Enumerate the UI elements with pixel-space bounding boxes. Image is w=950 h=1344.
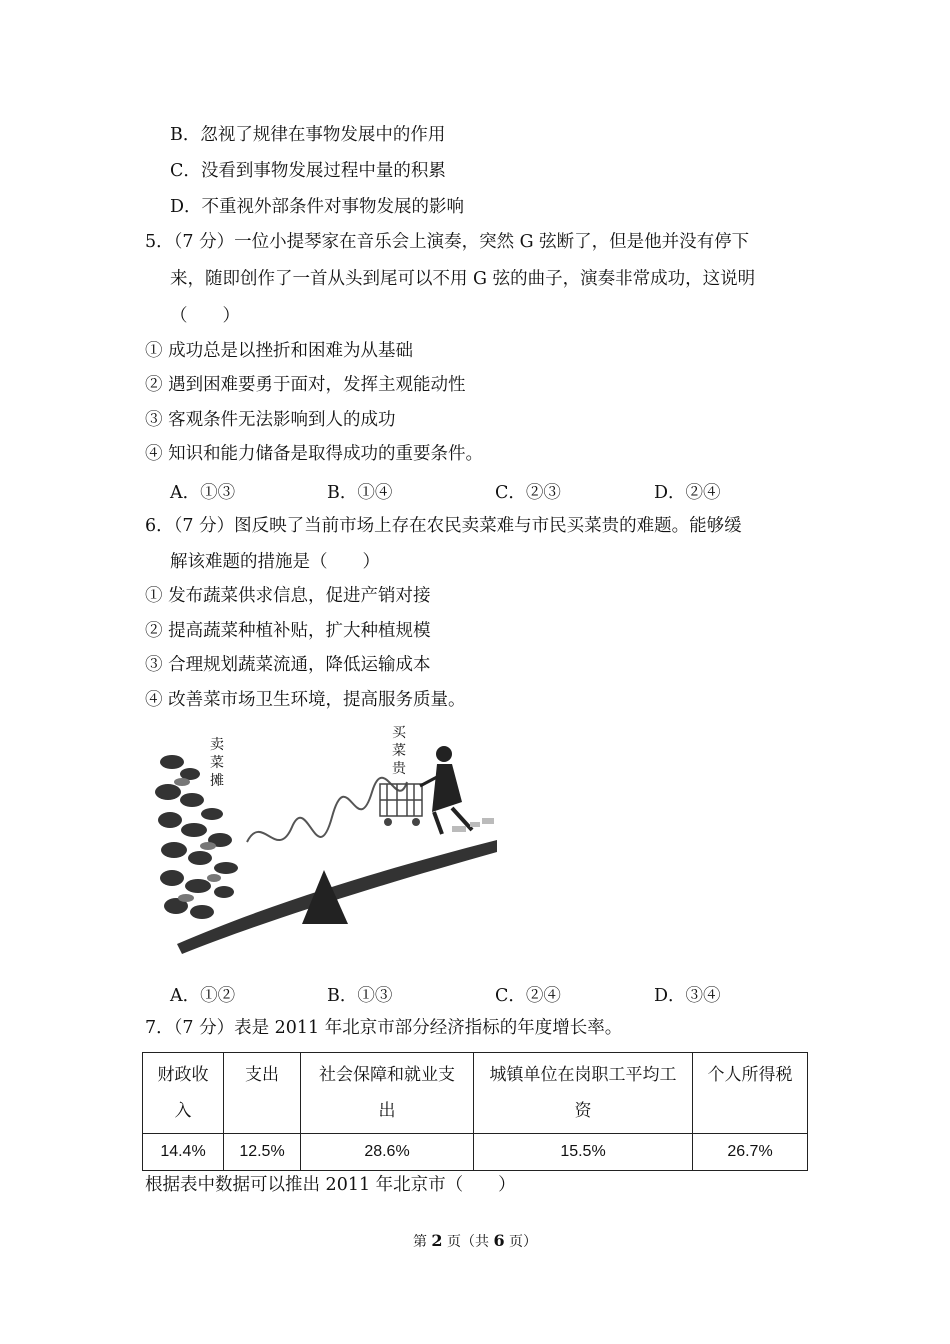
footer-page-number: 2 xyxy=(431,1231,443,1250)
table-header-cell xyxy=(474,1053,693,1134)
q4-option-c: C．没看到事物发展过程中量的积累 xyxy=(170,161,446,181)
table-cell: 15.5% xyxy=(474,1134,693,1171)
q5-choice-d: D．②④ xyxy=(654,483,721,503)
cartoon-right-label-char: 菜 xyxy=(392,743,406,759)
table-cell: 26.7% xyxy=(693,1134,808,1171)
cartoon-right-label-char: 买 xyxy=(392,725,406,741)
q5-choice-b: B．①④ xyxy=(327,483,393,503)
header-text: 入 xyxy=(174,1101,192,1121)
q5-stem-line2: 来，随即创作了一首从头到尾可以不用 G 弦的曲子，演奏非常成功，这说明 xyxy=(170,269,756,289)
q6-choice-b: B．①③ xyxy=(327,986,393,1006)
cartoon-right-label xyxy=(392,724,408,778)
footer-mid: 页（共 xyxy=(442,1234,494,1250)
q6-item-3: ③ 合理规划蔬菜流通，降低运输成本 xyxy=(145,655,431,675)
table-header-cell xyxy=(143,1053,224,1134)
table-cell: 12.5% xyxy=(224,1134,301,1171)
footer-prefix: 第 xyxy=(412,1234,432,1250)
q7-followup: 根据表中数据可以推出 2011 年北京市（ ） xyxy=(145,1175,516,1195)
q7-stem: 7．（7 分）表是 2011 年北京市部分经济指标的年度增长率。 xyxy=(145,1018,623,1038)
market-cartoon xyxy=(152,722,502,957)
table-header-cell xyxy=(693,1053,808,1134)
q5-choice-a: A．①③ xyxy=(170,483,236,503)
q6-choices xyxy=(170,982,770,1006)
cartoon-left-label-char: 卖 xyxy=(210,737,224,753)
table-row xyxy=(143,1134,808,1171)
header-text: 社会保障和就业支 xyxy=(319,1065,455,1085)
market-cartoon-drawing xyxy=(152,722,502,957)
q6-choice-d: D．③④ xyxy=(654,986,721,1006)
header-text: 个人所得税 xyxy=(707,1065,793,1085)
q5-item-4: ④ 知识和能力储备是取得成功的重要条件。 xyxy=(145,444,484,464)
q5-stem-line3: （ ） xyxy=(170,306,240,326)
header-text: 财政收 xyxy=(157,1065,209,1085)
header-text: 支出 xyxy=(245,1065,279,1085)
q6-stem-line2: 解该难题的措施是（ ） xyxy=(170,552,380,572)
q4-option-b: B．忽视了规律在事物发展中的作用 xyxy=(170,125,446,145)
q5-stem-line1: 5．（7 分）一位小提琴家在音乐会上演奏，突然 G 弦断了，但是他并没有停下 xyxy=(145,232,750,252)
table-header-cell xyxy=(301,1053,474,1134)
cartoon-left-label xyxy=(210,736,226,790)
cartoon-right-label-char: 贵 xyxy=(392,761,406,777)
header-text: 出 xyxy=(378,1101,396,1121)
header-text: 资 xyxy=(574,1101,592,1121)
q6-item-2: ② 提高蔬菜种植补贴，扩大种植规模 xyxy=(145,621,431,641)
header-text: 城镇单位在岗职工平均工 xyxy=(489,1065,677,1085)
indicator-table xyxy=(142,1052,808,1171)
q6-item-4: ④ 改善菜市场卫生环境，提高服务质量。 xyxy=(145,690,466,710)
q5-choice-c: C．②③ xyxy=(495,483,561,503)
table-header-row xyxy=(143,1053,808,1134)
footer-total-pages: 6 xyxy=(493,1231,505,1250)
q5-item-2: ② 遇到困难要勇于面对，发挥主观能动性 xyxy=(145,375,466,395)
q6-stem-line1: 6．（7 分）图反映了当前市场上存在农民卖菜难与市民买菜贵的难题。能够缓 xyxy=(145,516,742,536)
q5-choices xyxy=(170,479,770,503)
page-footer xyxy=(0,1231,950,1251)
cartoon-left-label-char: 菜 xyxy=(210,755,224,771)
cartoon-left-label-char: 摊 xyxy=(210,773,224,789)
q6-choice-a: A．①② xyxy=(170,986,236,1006)
table-header-cell xyxy=(224,1053,301,1134)
table-cell: 14.4% xyxy=(143,1134,224,1171)
q6-item-1: ① 发布蔬菜供求信息，促进产销对接 xyxy=(145,586,431,606)
q5-item-3: ③ 客观条件无法影响到人的成功 xyxy=(145,410,396,430)
q4-option-d: D．不重视外部条件对事物发展的影响 xyxy=(170,197,465,217)
footer-suffix: 页） xyxy=(504,1234,538,1250)
q6-choice-c: C．②④ xyxy=(495,986,561,1006)
table-cell: 28.6% xyxy=(301,1134,474,1171)
q5-item-1: ① 成功总是以挫折和困难为从基础 xyxy=(145,341,414,361)
